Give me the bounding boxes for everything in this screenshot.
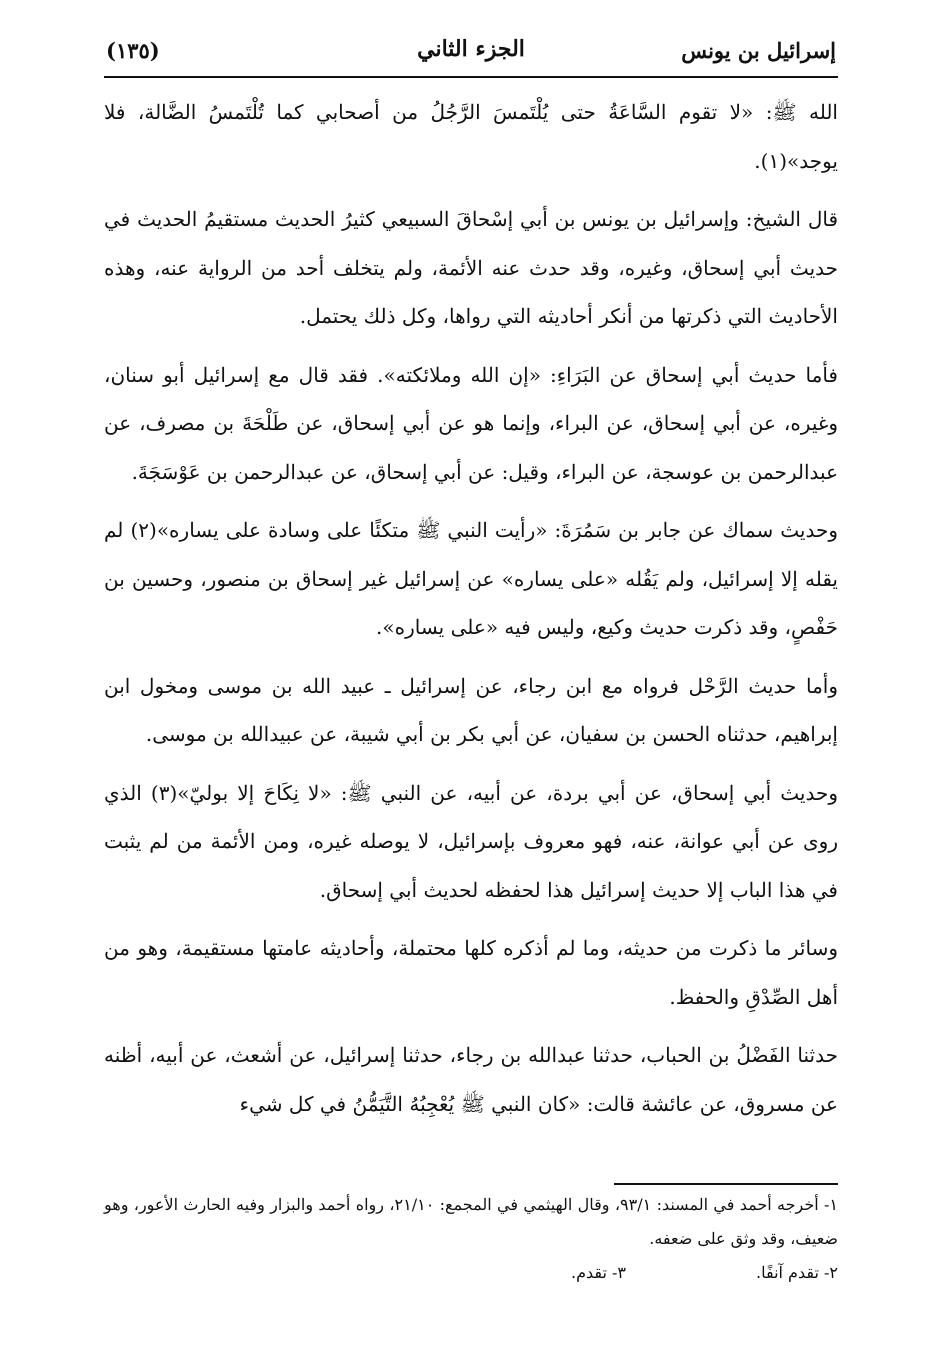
paragraph: حدثنا الفَضْلُ بن الحباب، حدثنا عبدالله بن رجاء، حدثنا إسرائيل، عن أشعث، عن أبيه، أظنه عن مسروق، عن عائشة قالت: «كان النبي ﷺ يُعْجِبُهُ التَّيَمُّنُ في كل شيء bbox=[104, 1043, 838, 1116]
footnote-row bbox=[104, 1256, 838, 1290]
paragraph: الله ﷺ: «لا تقوم السَّاعَةُ حتى يُلْتَمسَ الرَّجُلُ من أصحابي كما تُلْتَمسُ الضَّالة، فلا يوجد»(١). bbox=[104, 100, 838, 173]
footnote-3: ٣- تقدم. bbox=[570, 1263, 627, 1282]
running-title: إسرائيل بن يونس bbox=[681, 38, 836, 63]
paragraph: وأما حديث الرَّحْل فرواه مع ابن رجاء، عن إسرائيل ـ عبيد الله بن موسى ومخول ابن إبراهيم، حدثناه الحسن بن سفيان، عن أبي بكر بن أبي شيبة، عن عبيدالله بن موسى. bbox=[104, 673, 838, 746]
footnotes bbox=[104, 1188, 838, 1290]
volume-label: الجزء الثاني bbox=[417, 36, 525, 62]
header-divider bbox=[104, 76, 838, 78]
paragraph: فأما حديث أبي إسحاق عن البَرَاءِ: «إن الله وملائكته». فقد قال مع إسرائيل أبو سنان، وغيره، عن أبي إسحاق، عن البراء، وإنما هو عن أبي إسحاق، عن طَلْحَةَ بن مصرف، عن عبدالرحمن بن عوسجة، عن البراء، وقيل: عن أبي إسحاق، عن عبدالرحمن بن عَوْسَجَةَ. bbox=[104, 362, 838, 484]
main-text bbox=[104, 88, 838, 1138]
page-number: (١٣٥) bbox=[106, 38, 160, 63]
page-header bbox=[106, 34, 836, 74]
paragraph: وسائر ما ذكرت من حديثه، وما لم أذكره كلها محتملة، وأحاديثه عامتها مستقيمة، وهو من أهل الصِّدْقِ والحفظ. bbox=[104, 936, 838, 1009]
paragraph: وحديث أبي إسحاق، عن أبي بردة، عن أبيه، عن النبي ﷺ: «لا نِكَاحَ إلا بوليّ»(٣) الذي روى عن أبي عوانة، عنه، فهو معروف بإسرائيل، لا يوصله غيره، ومن الأئمة من لم يثبت في هذا الباب إلا حديث إسرائيل هذا لحفظه لحديث أبي إسحاق. bbox=[104, 780, 838, 902]
paragraph: قال الشيخ: وإسرائيل بن يونس بن أبي إسْحاقَ السبيعي كثيرُ الحديث مستقيمُ الحديث في حديث أبي إسحاق، وغيره، وقد حدث عنه الأئمة، ولم يتخلف أحد من الرواية عنه، وهذه الأحاديث التي ذكرتها من أنكر أحاديثه التي رواها، وكل ذلك يحتمل. bbox=[104, 207, 838, 328]
paragraph: وحديث سماك عن جابر بن سَمُرَةَ: «رأيت النبي ﷺ متكئًا على وسادة على يساره»(٢) لم يقله إلا إسرائيل، ولم يَقُله «على يساره» عن إسرائيل غير إسحاق بن منصور، وحسين بن حَفْصٍ، وقد ذكرت حديث وكيع، وليس فيه «على يساره». bbox=[104, 518, 838, 639]
footnote-1: ١- أخرجه أحمد في المسند: ٩٣/١، وقال الهيثمي في المجمع: ٢١/١٠، رواه أحمد والبزار وفيه الحارث الأعور، وهو ضعيف، وقد وثق على ضعفه. bbox=[104, 1195, 839, 1248]
footnote-divider bbox=[614, 1183, 838, 1185]
footnote-2: ٢- تقدم آنفًا. bbox=[756, 1263, 838, 1282]
